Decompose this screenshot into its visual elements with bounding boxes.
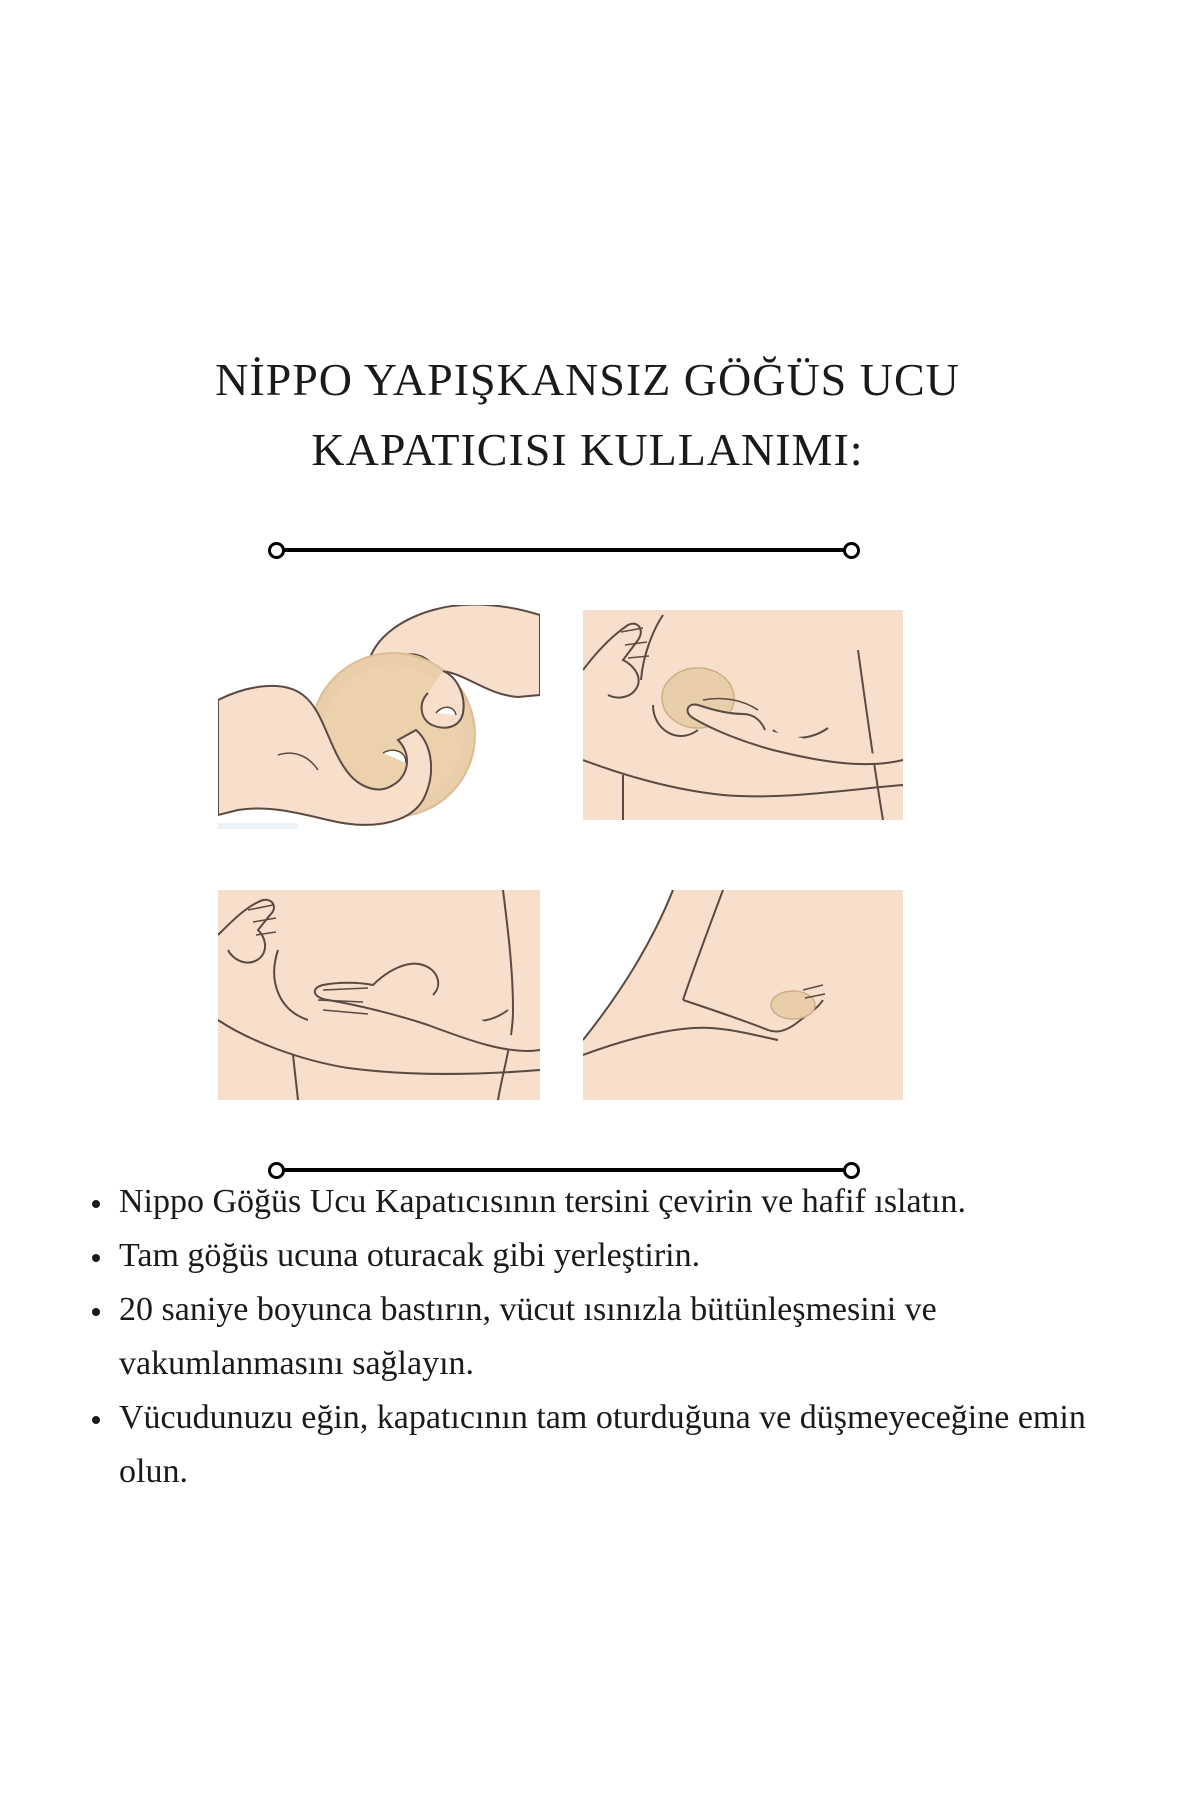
nipple-cover-pad <box>771 991 815 1019</box>
divider-line <box>276 548 852 552</box>
bending-check-illustration <box>583 890 903 1100</box>
divider-right-dot <box>843 542 860 559</box>
step-1-illustration <box>218 605 540 835</box>
top-divider <box>268 540 860 560</box>
step-4-illustration <box>583 890 903 1100</box>
divider-left-dot <box>268 542 285 559</box>
page-title-line-1: NİPPO YAPIŞKANSIZ GÖĞÜS UCU <box>215 354 960 405</box>
pressing-pad-illustration <box>218 890 540 1100</box>
page-title <box>0 345 1175 485</box>
instruction-step-3: • 20 saniye boyunca bastırın, vücut ısınızla bütünleşmesini ve vakumlanmasını sağlayın. <box>115 1283 1155 1391</box>
step-2-illustration <box>583 610 903 820</box>
instruction-step-2: • Tam göğüs ucuna oturacak gibi yerleştirin. <box>115 1229 1155 1283</box>
pad-in-hands-illustration <box>218 605 540 835</box>
instruction-step-1: • Nippo Göğüs Ucu Kapatıcısının tersini çevirin ve hafif ıslatın. <box>115 1175 1155 1229</box>
step-3-illustration <box>218 890 540 1100</box>
instruction-list <box>80 1175 1155 1499</box>
instruction-step-4: • Vücudunuzu eğin, kapatıcının tam oturduğuna ve düşmeyeceğine emin olun. <box>115 1391 1155 1499</box>
divider-line <box>276 1168 852 1172</box>
page-title-line-2: KAPATICISI KULLANIMI: <box>311 424 864 475</box>
placing-pad-illustration <box>583 610 903 820</box>
